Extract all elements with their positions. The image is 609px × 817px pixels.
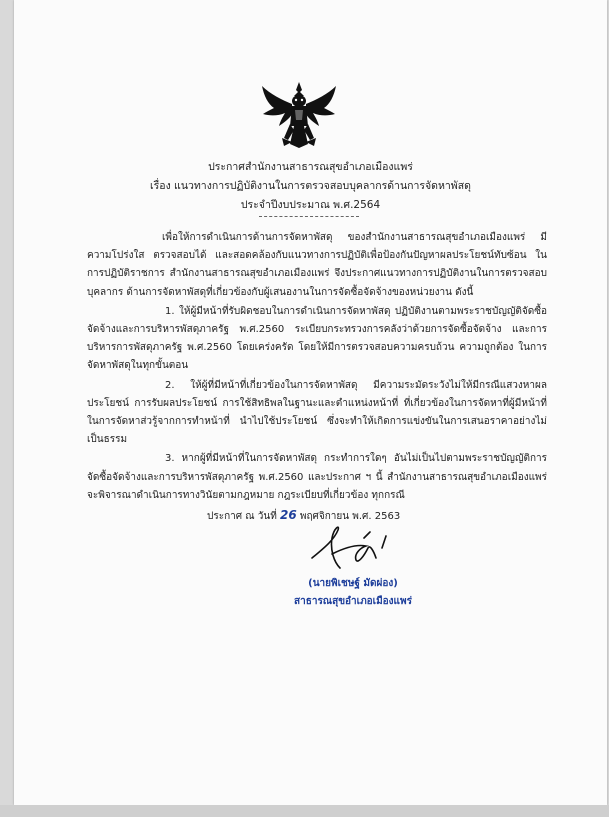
title-line-1: ประกาศสำนักงานสาธารณสุขอำเภอเมืองแพร่ <box>208 161 413 173</box>
garuda-emblem-icon <box>260 80 338 150</box>
announcement-day: 26 <box>279 508 297 522</box>
announcement-prefix: ประกาศ ณ วันที่ <box>207 511 277 522</box>
intro-paragraph: เพื่อให้การดำเนินการด้านการจัดหาพัสดุ ของสำนักงานสาธารณสุขอำเภอเมืองแพร่ มีความโปร่งใส ตรวจสอบได้ และสอดคล้องกับแนวทางการปฏิบัติเพื่อป้องกันปัญหาผลประโยชน์ทับซ้อน ในการปฏิบัติราชการ สำนักงานสาธารณสุขอำเภอเมืองแพร่ จึงประกาศแนวทางการปฏิบัติงานในการตรวจสอบบุคลากร ด้านการจัดหาพัสดุที่เกี่ยวข้องกับผู้เสนองานในการจัดซื้อจัดจ้างของหน่วยงาน ดังนี้ <box>87 232 547 298</box>
announcement-suffix: พฤศจิกายน พ.ศ. 2563 <box>299 511 401 522</box>
title-line-2: เรื่อง แนวทางการปฏิบัติงานในการตรวจสอบบุคลากรด้านการจัดหาพัสดุ <box>150 180 471 192</box>
divider <box>259 216 359 217</box>
title-line-3: ประจำปีงบประมาณ พ.ศ.2564 <box>240 199 381 211</box>
document-body <box>87 229 547 506</box>
signature-icon <box>304 518 394 578</box>
document-title <box>14 158 607 215</box>
scan-edge <box>0 805 609 817</box>
signer-position: สาธารณสุขอำเภอเมืองแพร่ <box>294 596 412 607</box>
item-1-paragraph: 1. ให้ผู้มีหน้าที่รับผิดชอบในการดำเนินการจัดหาพัสดุ ปฏิบัติงานตามพระราชบัญญัติจัดซื้อจัดจ้างและการบริหารพัสดุภาครัฐ พ.ศ.2560 ระเบียบกระทรวงการคลังว่าด้วยการจัดซื้อจัดจ้าง และการบริหารการพัสดุภาครัฐ พ.ศ.2560 โดยเคร่งครัด โดยให้มีการตรวจสอบความครบถ้วน ความถูกต้อง ในการจัดหาพัสดุในทุกขั้นตอน <box>87 305 547 372</box>
document-page <box>14 0 607 805</box>
signer-block <box>294 575 412 611</box>
item-3-paragraph: 3. หากผู้ที่มีหน้าที่ในการจัดหาพัสดุ กระทำการใดๆ อันไม่เป็นไปตามพระราชบัญญัติการจัดซื้อจัดจ้างและการบริหารพัสดุภาครัฐ พ.ศ.2560 และประกาศ ฯ นี้ สำนักงานสาธารณสุขอำเภอเมืองแพร่ จะพิจารณาดำเนินการทางวินัยตามกฎหมาย กฎระเบียบที่เกี่ยวข้อง ทุกกรณี <box>87 453 547 501</box>
signer-name: (นายพิเชษฐ์ มัดผ่อง) <box>308 578 398 589</box>
item-2-paragraph: 2. ให้ผู้ที่มีหน้าที่เกี่ยวข้องในการจัดหาพัสดุ มีความระมัดระวังไม่ให้มีกรณีแสวงหาผลประโยชน์ การรับผลประโยชน์ การใช้สิทธิพลในฐานะและตำแหน่งหน้าที่ ที่เกี่ยวข้องในการจัดหาที่ผู้มีหน้าที่ในการจัดหาส่วรู้จากการทำหน้าที่ นำไปใช้ประโยชน์ ซึ่งจะทำให้เกิดการแข่งขันในการเสนอราคาอย่างไม่เป็นธรรม <box>87 379 547 446</box>
